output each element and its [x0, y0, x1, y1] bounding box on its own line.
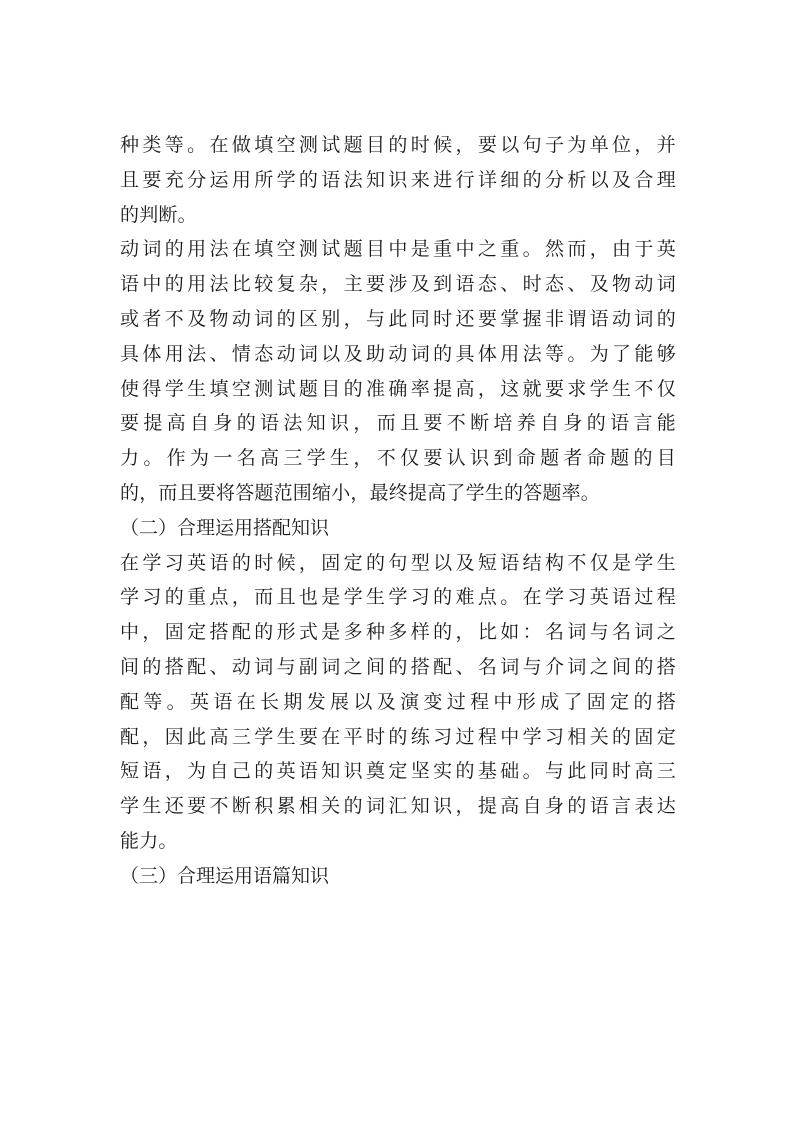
text-line: 配等。英语在长期发展以及演变过程中形成了固定的搭	[120, 690, 676, 713]
text-line: 配，因此高三学生要在平时的练习过程中学习相关的固定	[120, 725, 676, 748]
text-line: 语中的用法比较复杂，主要涉及到语态、时态、及物动词	[120, 273, 676, 296]
paragraph-3	[120, 546, 676, 859]
text-line: 在学习英语的时候，固定的句型以及短语结构不仅是学生	[120, 551, 676, 574]
text-line: 学习的重点，而且也是学生学习的难点。在学习英语过程	[120, 586, 676, 609]
text-line: 短语，为自己的英语知识奠定坚实的基础。与此同时高三	[120, 760, 676, 783]
paragraph-1	[120, 128, 676, 232]
text-line: 的判断。	[120, 203, 197, 226]
text-line: 能力。	[120, 829, 178, 852]
text-line: 或者不及物动词的区别，与此同时还要掌握非谓语动词的	[120, 307, 676, 330]
text-line: 的，而且要将答题范围缩小，最终提高了学生的答题率。	[120, 481, 601, 504]
text-line: 中，固定搭配的形式是多种多样的，比如：名词与名词之	[120, 621, 676, 644]
text-line: 使得学生填空测试题目的准确率提高，这就要求学生不仅	[120, 377, 676, 400]
paragraph-2	[120, 232, 676, 510]
text-line: 学生还要不断积累相关的词汇知识，提高自身的语言表达	[120, 795, 676, 818]
section-heading-3: （三）合理运用语篇知识	[120, 864, 330, 887]
text-line: 要提高自身的语法知识，而且要不断培养自身的语言能	[120, 412, 676, 435]
text-line: 具体用法、情态动词以及助动词的具体用法等。为了能够	[120, 342, 676, 365]
text-line: 动词的用法在填空测试题目中是重中之重。然而，由于英	[120, 238, 676, 261]
text-line: 间的搭配、动词与副词之间的搭配、名词与介词之间的搭	[120, 655, 676, 678]
section-heading-2: （二）合理运用搭配知识	[120, 516, 330, 539]
text-line: 种类等。在做填空测试题目的时候，要以句子为单位，并	[120, 134, 676, 156]
text-line: 且要充分运用所学的语法知识来进行详细的分析以及合理	[120, 168, 676, 191]
document-page	[120, 128, 676, 894]
text-line: 力。作为一名高三学生，不仅要认识到命题者命题的目	[120, 447, 676, 470]
